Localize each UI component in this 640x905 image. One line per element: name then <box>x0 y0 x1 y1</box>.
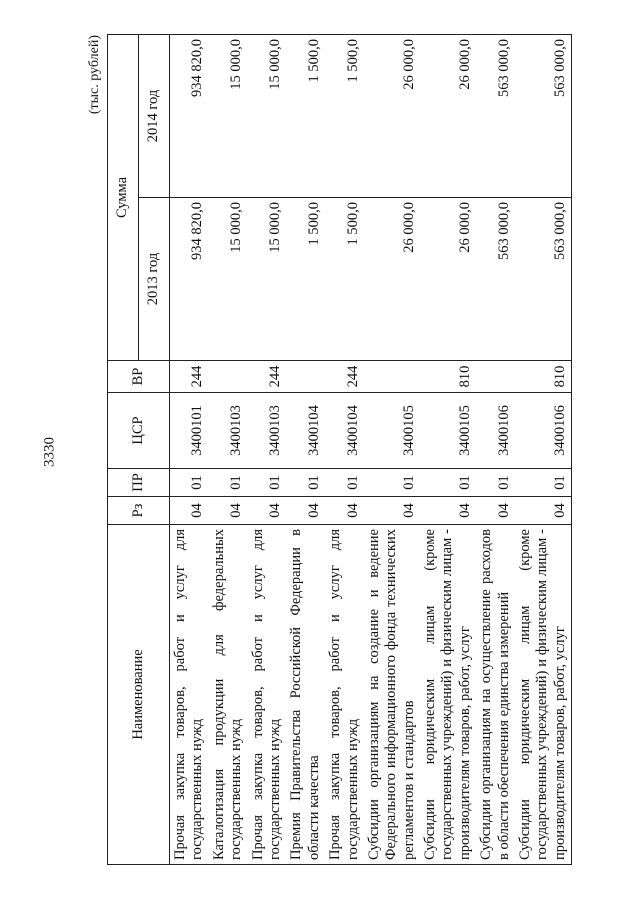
row-name: Прочая закупка товаров, работ и услуг для государственных нужд <box>325 525 364 865</box>
row-sum-2014: 15 000,0 <box>248 35 287 198</box>
row-vr: 810 <box>420 361 476 393</box>
row-sum-2014: 934 820,0 <box>170 35 209 198</box>
row-sum-2014: 26 000,0 <box>420 35 476 198</box>
row-vr: 244 <box>248 361 287 393</box>
page-number: 3330 <box>41 437 58 467</box>
row-vr <box>476 361 515 393</box>
row-csr: 3400104 <box>325 393 364 469</box>
row-sum-2013: 26 000,0 <box>364 198 420 361</box>
row-rz: 04 <box>170 497 209 525</box>
table-row <box>170 35 209 865</box>
row-sum-2013: 563 000,0 <box>515 198 572 361</box>
row-vr: 244 <box>170 361 209 393</box>
row-rz: 04 <box>515 497 572 525</box>
table-row <box>476 35 515 865</box>
table-row <box>515 35 572 865</box>
rotated-page-content <box>87 35 615 865</box>
row-vr <box>286 361 325 393</box>
row-sum-2014: 15 000,0 <box>209 35 248 198</box>
row-csr: 3400106 <box>476 393 515 469</box>
row-vr: 244 <box>325 361 364 393</box>
row-csr: 3400101 <box>170 393 209 469</box>
row-csr: 3400106 <box>515 393 572 469</box>
table-row <box>420 35 476 865</box>
table-row <box>286 35 325 865</box>
row-rz: 04 <box>286 497 325 525</box>
budget-table <box>107 34 572 865</box>
row-pr: 01 <box>170 469 209 497</box>
row-csr: 3400103 <box>209 393 248 469</box>
row-pr: 01 <box>325 469 364 497</box>
table-row <box>209 35 248 865</box>
row-vr <box>364 361 420 393</box>
row-sum-2014: 26 000,0 <box>364 35 420 198</box>
row-name: Прочая закупка товаров, работ и услуг для государственных нужд <box>170 525 209 865</box>
row-pr: 01 <box>515 469 572 497</box>
row-sum-2014: 1 500,0 <box>325 35 364 198</box>
row-rz: 04 <box>248 497 287 525</box>
row-name: Субсидии юридическим лицам (кроме государственных учреждений) и физическим лицам - производителям товаров, работ, услуг <box>420 525 476 865</box>
row-name: Субсидии организациям на осуществление расходов в области обеспечения единства измерений <box>476 525 515 865</box>
row-rz: 04 <box>420 497 476 525</box>
table-row <box>248 35 287 865</box>
header-2014: 2014 год <box>139 35 170 198</box>
row-csr: 3400104 <box>286 393 325 469</box>
row-rz: 04 <box>364 497 420 525</box>
header-name: Наименование <box>108 525 170 865</box>
row-pr: 01 <box>209 469 248 497</box>
row-name: Субсидии организациям на создание и ведение Федерального информационного фонда технических регламентов и стандартов <box>364 525 420 865</box>
header-pr: ПР <box>108 469 170 497</box>
header-2013: 2013 год <box>139 198 170 361</box>
row-sum-2013: 934 820,0 <box>170 198 209 361</box>
row-csr: 3400103 <box>248 393 287 469</box>
row-name: Субсидии юридическим лицам (кроме государственных учреждений) и физическим лицам - производителям товаров, работ, услуг <box>515 525 572 865</box>
row-sum-2014: 1 500,0 <box>286 35 325 198</box>
row-pr: 01 <box>476 469 515 497</box>
row-vr: 810 <box>515 361 572 393</box>
row-name: Премия Правительства Российской Федерации в области качества <box>286 525 325 865</box>
header-csr: ЦСР <box>108 393 170 469</box>
header-vr: ВР <box>108 361 170 393</box>
row-name: Каталогизация продукции для федеральных государственных нужд <box>209 525 248 865</box>
row-sum-2013: 1 500,0 <box>325 198 364 361</box>
header-rz: Рз <box>108 497 170 525</box>
row-rz: 04 <box>209 497 248 525</box>
row-csr: 3400105 <box>364 393 420 469</box>
row-sum-2013: 563 000,0 <box>476 198 515 361</box>
row-rz: 04 <box>325 497 364 525</box>
row-rz: 04 <box>476 497 515 525</box>
row-sum-2014: 563 000,0 <box>515 35 572 198</box>
row-pr: 01 <box>420 469 476 497</box>
table-row <box>325 35 364 865</box>
row-sum-2013: 26 000,0 <box>420 198 476 361</box>
row-sum-2013: 15 000,0 <box>248 198 287 361</box>
row-sum-2013: 15 000,0 <box>209 198 248 361</box>
row-vr <box>209 361 248 393</box>
table-row <box>364 35 420 865</box>
row-pr: 01 <box>248 469 287 497</box>
row-sum-2014: 563 000,0 <box>476 35 515 198</box>
row-csr: 3400105 <box>420 393 476 469</box>
row-pr: 01 <box>364 469 420 497</box>
header-sum: Сумма <box>108 35 139 361</box>
row-pr: 01 <box>286 469 325 497</box>
row-sum-2013: 1 500,0 <box>286 198 325 361</box>
row-name: Прочая закупка товаров, работ и услуг для государственных нужд <box>248 525 287 865</box>
units-note: (тыс. рублей) <box>87 35 102 115</box>
